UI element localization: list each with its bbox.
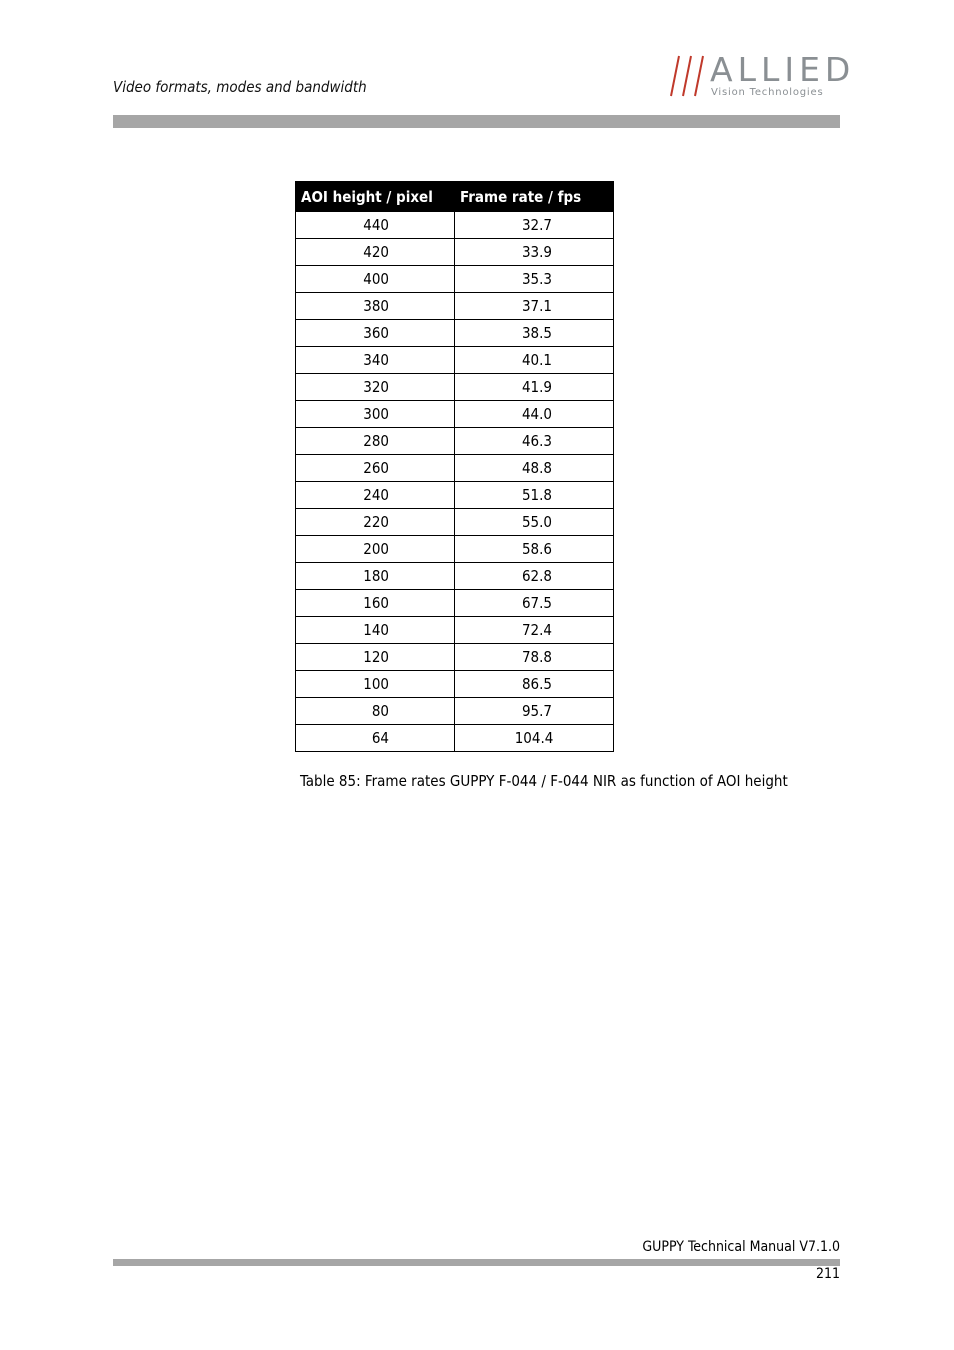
cell-frame-rate xyxy=(455,455,614,482)
cell-aoi-height xyxy=(296,239,455,266)
cell-frame-rate xyxy=(455,401,614,428)
cell-aoi-height xyxy=(296,401,455,428)
cell-aoi-height-value: 360 xyxy=(363,324,389,342)
cell-frame-rate-value: 55.0 xyxy=(521,513,552,531)
cell-aoi-height xyxy=(296,266,455,293)
cell-aoi-height-value: 80 xyxy=(371,702,389,720)
cell-frame-rate xyxy=(455,725,614,752)
cell-aoi-height-value: 440 xyxy=(363,216,389,234)
table-row xyxy=(296,536,614,563)
table-row xyxy=(296,401,614,428)
cell-aoi-height-value: 380 xyxy=(363,297,389,315)
cell-aoi-height-value: 200 xyxy=(363,540,389,558)
logo-subtitle: Vision Technologies xyxy=(711,87,824,98)
cell-aoi-height xyxy=(296,509,455,536)
table-row xyxy=(296,698,614,725)
cell-aoi-height-value: 180 xyxy=(363,567,389,585)
cell-frame-rate-value: 37.1 xyxy=(521,297,552,315)
cell-frame-rate xyxy=(455,590,614,617)
cell-frame-rate-value: 38.5 xyxy=(521,324,552,342)
cell-aoi-height-value: 300 xyxy=(363,405,389,423)
table-row xyxy=(296,455,614,482)
cell-frame-rate xyxy=(455,320,614,347)
cell-frame-rate xyxy=(455,239,614,266)
cell-aoi-height-value: 64 xyxy=(371,729,389,747)
cell-frame-rate xyxy=(455,482,614,509)
table-row xyxy=(296,617,614,644)
cell-aoi-height-value: 220 xyxy=(363,513,389,531)
cell-frame-rate-value: 86.5 xyxy=(521,675,552,693)
footer-rule xyxy=(113,1259,840,1266)
table-row xyxy=(296,428,614,455)
table-row xyxy=(296,725,614,752)
cell-aoi-height xyxy=(296,617,455,644)
cell-frame-rate xyxy=(455,266,614,293)
cell-frame-rate xyxy=(455,563,614,590)
cell-frame-rate xyxy=(455,428,614,455)
table-row xyxy=(296,239,614,266)
cell-frame-rate xyxy=(455,617,614,644)
cell-aoi-height xyxy=(296,590,455,617)
cell-frame-rate-value: 78.8 xyxy=(521,648,552,666)
logo-slashes-icon xyxy=(666,54,708,98)
cell-aoi-height xyxy=(296,698,455,725)
cell-aoi-height xyxy=(296,293,455,320)
table-row xyxy=(296,482,614,509)
frame-rate-table xyxy=(295,181,614,752)
cell-aoi-height-value: 340 xyxy=(363,351,389,369)
section-title: Video formats, modes and bandwidth xyxy=(113,78,367,96)
table-row xyxy=(296,671,614,698)
cell-frame-rate-value: 33.9 xyxy=(521,243,552,261)
cell-aoi-height-value: 260 xyxy=(363,459,389,477)
cell-aoi-height xyxy=(296,212,455,239)
table-row xyxy=(296,266,614,293)
cell-aoi-height-value: 400 xyxy=(363,270,389,288)
cell-frame-rate-value: 72.4 xyxy=(521,621,552,639)
cell-frame-rate xyxy=(455,698,614,725)
table-header-row xyxy=(296,182,614,212)
header-rule xyxy=(113,115,840,128)
cell-frame-rate-value: 46.3 xyxy=(521,432,552,450)
cell-aoi-height xyxy=(296,671,455,698)
cell-aoi-height xyxy=(296,725,455,752)
cell-frame-rate xyxy=(455,509,614,536)
cell-frame-rate-value: 62.8 xyxy=(521,567,552,585)
cell-frame-rate xyxy=(455,212,614,239)
cell-frame-rate-value: 48.8 xyxy=(521,459,552,477)
logo-wordmark: ALLIED xyxy=(710,50,856,89)
cell-aoi-height xyxy=(296,563,455,590)
cell-aoi-height-value: 320 xyxy=(363,378,389,396)
table-row xyxy=(296,212,614,239)
cell-frame-rate-value: 41.9 xyxy=(521,378,552,396)
table-caption: Table 85: Frame rates GUPPY F-044 / F-044 NIR as function of AOI height xyxy=(300,772,788,790)
cell-frame-rate-value: 32.7 xyxy=(521,216,552,234)
cell-aoi-height-value: 140 xyxy=(363,621,389,639)
table-row xyxy=(296,320,614,347)
column-header-frame-rate: Frame rate / fps xyxy=(455,182,614,212)
cell-aoi-height xyxy=(296,482,455,509)
table-row xyxy=(296,347,614,374)
cell-aoi-height-value: 120 xyxy=(363,648,389,666)
cell-frame-rate-value: 35.3 xyxy=(521,270,552,288)
table-row xyxy=(296,590,614,617)
cell-aoi-height xyxy=(296,644,455,671)
cell-frame-rate-value: 51.8 xyxy=(521,486,552,504)
table-row xyxy=(296,293,614,320)
cell-aoi-height xyxy=(296,374,455,401)
table-row xyxy=(296,563,614,590)
cell-frame-rate-value: 44.0 xyxy=(521,405,552,423)
cell-frame-rate-value: 58.6 xyxy=(521,540,552,558)
cell-frame-rate xyxy=(455,293,614,320)
table-row xyxy=(296,374,614,401)
footer-doc-title: GUPPY Technical Manual V7.1.0 xyxy=(642,1239,840,1255)
table-row xyxy=(296,509,614,536)
column-header-aoi-height: AOI height / pixel xyxy=(296,182,455,212)
cell-aoi-height xyxy=(296,428,455,455)
cell-aoi-height xyxy=(296,320,455,347)
cell-aoi-height xyxy=(296,347,455,374)
cell-aoi-height xyxy=(296,536,455,563)
cell-aoi-height-value: 160 xyxy=(363,594,389,612)
cell-frame-rate-value: 104.4 xyxy=(514,729,554,747)
cell-frame-rate-value: 67.5 xyxy=(521,594,552,612)
allied-logo xyxy=(666,50,856,102)
cell-frame-rate xyxy=(455,671,614,698)
cell-frame-rate-value: 95.7 xyxy=(521,702,552,720)
cell-frame-rate xyxy=(455,374,614,401)
cell-aoi-height-value: 420 xyxy=(363,243,389,261)
cell-aoi-height-value: 240 xyxy=(363,486,389,504)
table-body xyxy=(296,212,614,752)
cell-frame-rate-value: 40.1 xyxy=(521,351,552,369)
cell-frame-rate xyxy=(455,536,614,563)
cell-aoi-height xyxy=(296,455,455,482)
cell-aoi-height-value: 280 xyxy=(363,432,389,450)
table-row xyxy=(296,644,614,671)
cell-frame-rate xyxy=(455,347,614,374)
page-number: 211 xyxy=(815,1266,840,1282)
cell-aoi-height-value: 100 xyxy=(363,675,389,693)
cell-frame-rate xyxy=(455,644,614,671)
